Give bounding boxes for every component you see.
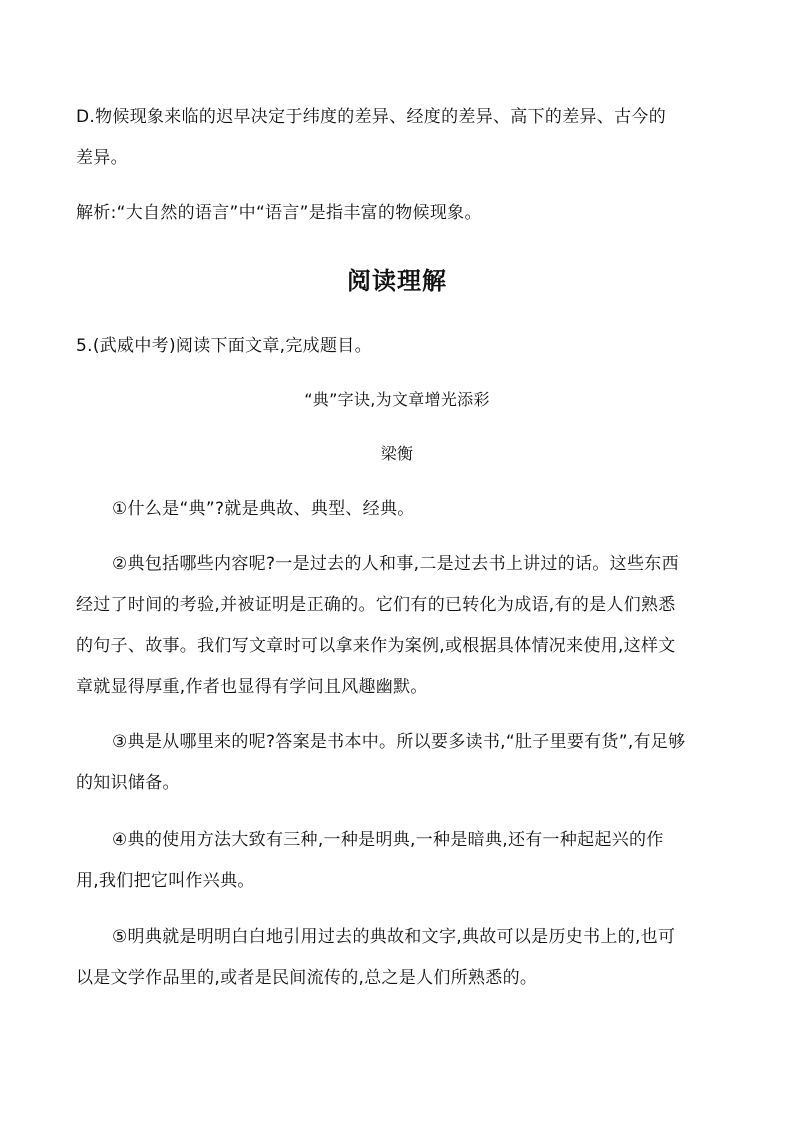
paragraph-2-line-1: ②典包括哪些内容呢?一是过去的人和事,二是过去书上讲过的话。这些东西: [112, 554, 679, 574]
paragraph-2-line-3: 的句子、故事。我们写文章时可以拿来作为案例,或根据具体情况来使用,这样文: [76, 636, 676, 656]
section-title: 阅读理解: [347, 267, 447, 295]
question-prompt: 5.(武威中考)阅读下面文章,完成题目。: [76, 336, 372, 356]
paragraph-2-line-2: 经过了时间的考验,并被证明是正确的。它们有的已转化为成语,有的是人们熟悉: [76, 595, 676, 615]
paragraph-2-line-4: 章就显得厚重,作者也显得有学问且风趣幽默。: [76, 677, 428, 697]
paragraph-3-line-2: 的知识储备。: [76, 773, 180, 793]
analysis-text: 解析:“大自然的语言”中“语言”是指丰富的物候现象。: [76, 203, 482, 223]
article-author: 梁衡: [380, 444, 414, 463]
paragraph-4-line-2: 用,我们把它叫作兴典。: [76, 871, 255, 891]
option-d-line-1: D.物候现象来临的迟早决定于纬度的差异、经度的差异、高下的差异、古今的: [76, 107, 666, 127]
option-d-line-2: 差异。: [76, 148, 128, 168]
article-title: “典”字诀,为文章增光添彩: [304, 390, 490, 409]
paragraph-5-line-1: ⑤明典就是明明白白地引用过去的典故和文字,典故可以是历史书上的,也可: [112, 927, 676, 947]
paragraph-4-line-1: ④典的使用方法大致有三种,一种是明典,一种是暗典,还有一种起起兴的作: [112, 830, 664, 850]
paragraph-5-line-2: 以是文学作品里的,或者是民间流传的,总之是人们所熟悉的。: [76, 968, 538, 988]
paragraph-3-line-1: ③典是从哪里来的呢?答案是书本中。所以要多读书,“肚子里要有货”,有足够: [112, 732, 686, 752]
paragraph-1-line-1: ①什么是“典”?就是典故、典型、经典。: [112, 499, 415, 519]
